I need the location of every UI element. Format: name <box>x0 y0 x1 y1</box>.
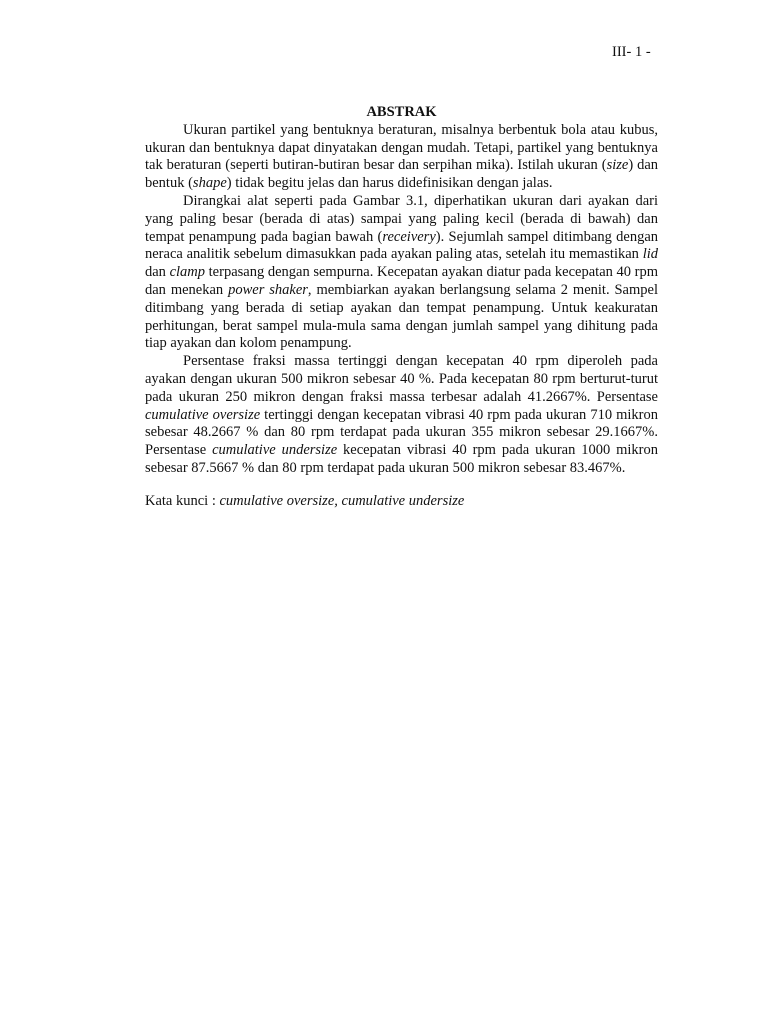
text-run: Dirangkai alat seperti pada Gambar 3.1, diperhatikan ukuran dari ayakan dari yang paling besar (berada di atas) sampai yang paling kecil (berada di bawah) dan tempat penampung pada bagian bawah ( <box>145 192 658 245</box>
text-run: kecepatan vibrasi 40 rpm pada ukuran 1000 mikron sebesar 87.5667 % dan 80 rpm terdapat pada ukuran 500 mikron sebesar 83.467%. <box>145 442 658 476</box>
text-run: dan <box>145 264 170 281</box>
abstract-paragraph-2 <box>145 193 658 353</box>
abstract-paragraph-3 <box>145 353 658 478</box>
abstract-paragraph-1 <box>145 122 658 193</box>
keywords-line <box>145 493 658 511</box>
text-run: ). Sejumlah sampel ditimbang dengan neraca analitik sebelum dimasukkan pada ayakan paling atas, setelah itu memastikan <box>145 228 658 263</box>
text-run: tertinggi dengan kecepatan vibrasi 40 rpm pada ukuran 710 mikron sebesar 48.2667 % dan 80 rpm terdapat pada ukuran 355 mikron sebesar 29.1667%. Persentase <box>145 406 658 459</box>
text-run: Persentase fraksi massa tertinggi dengan kecepatan 40 rpm diperoleh pada ayakan dengan ukuran 500 mikron sebesar 40 %. Pada kecepatan 80 rpm berturut-turut pada ukuran 250 mikron dengan fraksi massa terbesar adalah 41.2667%. Persentase <box>145 353 658 405</box>
italic-term: power shaker <box>228 281 308 298</box>
keywords-value: cumulative oversize, cumulative undersize <box>219 492 465 509</box>
italic-term: cumulative oversize <box>145 406 261 423</box>
italic-term: lid <box>642 246 658 263</box>
abstract-body <box>145 104 658 511</box>
abstract-title: ABSTRAK <box>366 104 437 120</box>
text-run: ) tidak begitu jelas dan harus didefinisikan dengan jalas. <box>226 175 553 192</box>
text-run: ) dan bentuk ( <box>145 157 658 192</box>
italic-term: shape <box>192 175 227 192</box>
italic-term: size <box>606 157 629 174</box>
italic-term: cumulative undersize <box>212 442 338 459</box>
text-run: Ukuran partikel yang bentuknya beraturan, misalnya berbentuk bola atau kubus, ukuran dan bentuknya dapat dinyatakan dengan mudah. Tetapi, partikel yang bentuknya tak beraturan (seperti butiran-butiran besar dan serpihan mika). Istilah ukuran ( <box>145 121 658 174</box>
keywords-label: Kata kunci : <box>145 492 220 509</box>
text-run: terpasang dengan sempurna. Kecepatan ayakan diatur pada kecepatan 40 rpm dan menekan <box>145 264 659 298</box>
italic-term: receivery <box>382 228 436 245</box>
italic-term: clamp <box>169 264 206 281</box>
text-run: , membiarkan ayakan berlangsung selama 2 menit. Sampel ditimbang yang berada di setiap ayakan dan tempat penampung. Untuk keakuratan perhitungan, berat sampel mula-mula sama dengan jumlah sampel yang dihitung pada tiap ayakan dan kolom penampung. <box>145 281 658 352</box>
page-number: III- 1 - <box>612 44 651 60</box>
